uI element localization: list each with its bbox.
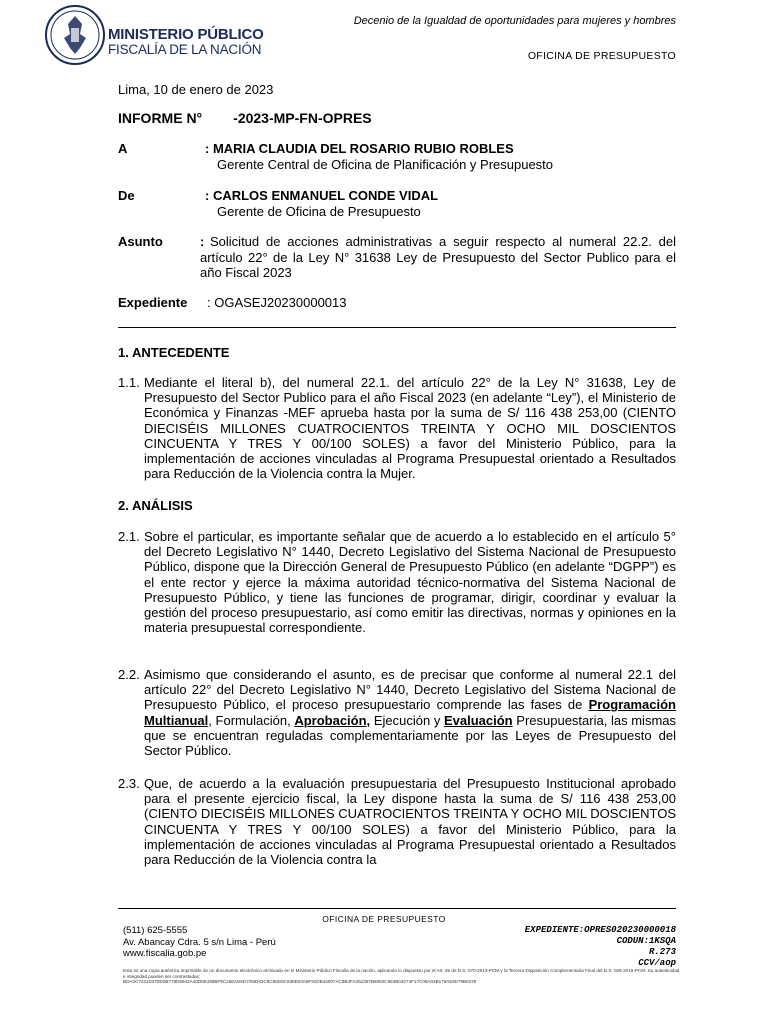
- de-name: : CARLOS ENMANUEL CONDE VIDAL: [205, 188, 439, 203]
- informe-code: -2023-MP-FN-OPRES: [233, 110, 372, 126]
- subject-block: [118, 234, 678, 282]
- paragraph-number: 2.3.: [118, 776, 140, 791]
- section-2-title: 2. ANÁLISIS: [118, 498, 193, 513]
- expediente-label: Expediente: [118, 295, 188, 310]
- section-1-title: 1. ANTECEDENTE: [118, 345, 230, 360]
- footer-expediente: EXPEDIENTE:OPRES020230000018: [524, 925, 676, 935]
- footer-r: R.273: [648, 947, 676, 957]
- a-role: Gerente Central de Oficina de Planificación y Presupuesto: [217, 157, 554, 172]
- text-run: Ejecución y: [370, 712, 444, 728]
- footer-codes: [525, 925, 676, 969]
- phase-aprobacion: Aprobación,: [294, 712, 371, 728]
- footer-codun: CODUN:1KSQA: [616, 936, 676, 946]
- paragraph-2-2: [118, 667, 676, 758]
- text-run: , Formulación,: [208, 712, 295, 728]
- sender-block: [118, 188, 678, 220]
- org-title: MINISTERIO PÚBLICO: [108, 26, 264, 43]
- footer-phone: (511) 625-5555: [123, 925, 188, 936]
- fiscalia-seal-logo: [44, 4, 106, 66]
- asunto-text: Solicitud de acciones administrativas a seguir respecto al numeral 22.2. del artículo 22° de la Ley N° 31638 Ley de Presupuesto del Sector Publico para el año Fiscal 2023: [200, 234, 676, 280]
- document-date: Lima, 10 de enero de 2023: [118, 82, 274, 97]
- text-run: Presupuestaria, las mismas que se encuentran reguladas complementariamente por las Leyes de Presupuesto del Sector Público.: [144, 712, 677, 759]
- footer-contact: [123, 925, 276, 960]
- paragraph-text: Sobre el particular, es importante señalar que de acuerdo a lo establecido en el artículo 5° del Decreto Legislativo N° 1440, Decreto Legislativo del Sistema Nacional de Presupuesto Público, dispone que la Dirección General de Presupuesto Público (en adelante “DGPP”) es el ente rector y ejerce la máxima autoridad técnico-normativa del Sistema Nacional de Presupuesto Público, y tiene las funciones de programar, dirigir, coordinar y evaluar la gestión del proceso presupuestario, así como emitir las directivas, normas y opiniones en la materia presupuestal correspondiente.: [144, 529, 676, 636]
- footer-ccv: CCV/aop: [638, 958, 676, 968]
- paragraph-number: 1.1.: [118, 375, 140, 390]
- footer-legal: [123, 968, 683, 985]
- de-label: De: [118, 188, 135, 203]
- informe-prefix: INFORME N°: [118, 110, 203, 126]
- informe-title: [118, 110, 372, 126]
- recipient-block: [118, 141, 678, 173]
- de-role: Gerente de Oficina de Presupuesto: [217, 204, 421, 219]
- paragraph-2-1: [118, 529, 676, 635]
- footer-hash: BDA0C7431D278D0B778D8942A40D8E488BF9C256AD5D7/05D63C6C86D8C838E03A8F91DB44007AC8B3FA452387B6050C554B03274F17C09A03B179A53D79B0378: [123, 979, 477, 985]
- paragraph-1-1: [118, 375, 676, 481]
- phase-programacion: Programación Multianual: [144, 697, 676, 728]
- divider: [118, 327, 676, 328]
- asunto-label: Asunto: [118, 234, 163, 249]
- expediente-block: [118, 295, 678, 311]
- asunto-colon: :: [200, 234, 205, 249]
- paragraph-text: Que, de acuerdo a la evaluación presupuestaria del Presupuesto Institucional aprobado para el presente ejercicio fiscal, la Ley dispone hasta la suma de S/ 116 438 253,00 (CIENTO DIECISÉIS MILLONES CUATROCIENTOS TREINTA Y OCHO MIL DOSCIENTOS CINCUENTA Y TRES Y 00/100 SOLES) a favor del Ministerio Público, para la implementación de acciones vinculadas al Programa Presupuestal orientado a Resultados para Reducción de la Violencia contra la: [144, 776, 676, 868]
- office-header: OFICINA DE PRESUPUESTO: [527, 50, 676, 62]
- text-run: Asimismo que considerando el asunto, es de precisar que conforme al numeral 22.1 del artículo 22° del Decreto Legislativo N° 1440, Decreto Legislativo del Sistema Nacional de Presupuesto Público, el proceso presupuestario comprende las fases de: [144, 667, 676, 713]
- footer-office: OFICINA DE PRESUPUESTO: [322, 914, 446, 924]
- a-label: A: [118, 141, 128, 156]
- paragraph-text: [144, 667, 676, 758]
- footer-web-link[interactable]: www.fiscalia.gob.pe: [123, 948, 207, 959]
- paragraph-number: 2.1.: [118, 529, 140, 544]
- paragraph-text: Mediante el literal b), del numeral 22.1. del artículo 22° de la Ley N° 31638, Ley de Presupuesto del Sector Publico para el año Fiscal 2023 (en adelante “Ley”), el Ministerio de Económica y Finanzas -MEF aprueba hasta por la suma de S/ 116 438 253,00 (CIENTO DIECISÉIS MILLONES CUATROCIENTOS TREINTA Y OCHO MIL DOSCIENTOS CINCUENTA Y TRES Y 00/100 SOLES) a favor del Ministerio Público, para la implementación de acciones vinculadas al Programa Presupuestal orientado a Resultados para Reducción de la Violencia contra la Mujer.: [144, 375, 676, 482]
- footer-address: Av. Abancay Cdra. 5 s/n Lima - Perú: [123, 936, 276, 948]
- org-subtitle: FISCALÍA DE LA NACIÓN: [108, 42, 262, 57]
- phase-evaluacion: Evaluación: [443, 712, 513, 728]
- expediente-value: : OGASEJ20230000013: [207, 295, 347, 310]
- decenio-text: Decenio de la Igualdad de oportunidades para mujeres y hombres: [353, 15, 676, 27]
- footer-divider: [118, 908, 676, 909]
- footer-legal-text: Esta es una copia auténtica imprimible de un documento electrónico archivado en el Ministerio Público Fiscalía de la nación, aplicando lo dispuesto por el Art. 25 de D.S. 070-2013-PCM y la Tercera Disposición Complementaria Final del D.S. 026-2016-PCM. Su autenticidad e integridad pueden ser contrastadas:: [123, 968, 680, 979]
- a-name: : MARIA CLAUDIA DEL ROSARIO RUBIO ROBLES: [205, 141, 514, 156]
- paragraph-number: 2.2.: [118, 667, 140, 682]
- paragraph-2-3: [118, 776, 676, 867]
